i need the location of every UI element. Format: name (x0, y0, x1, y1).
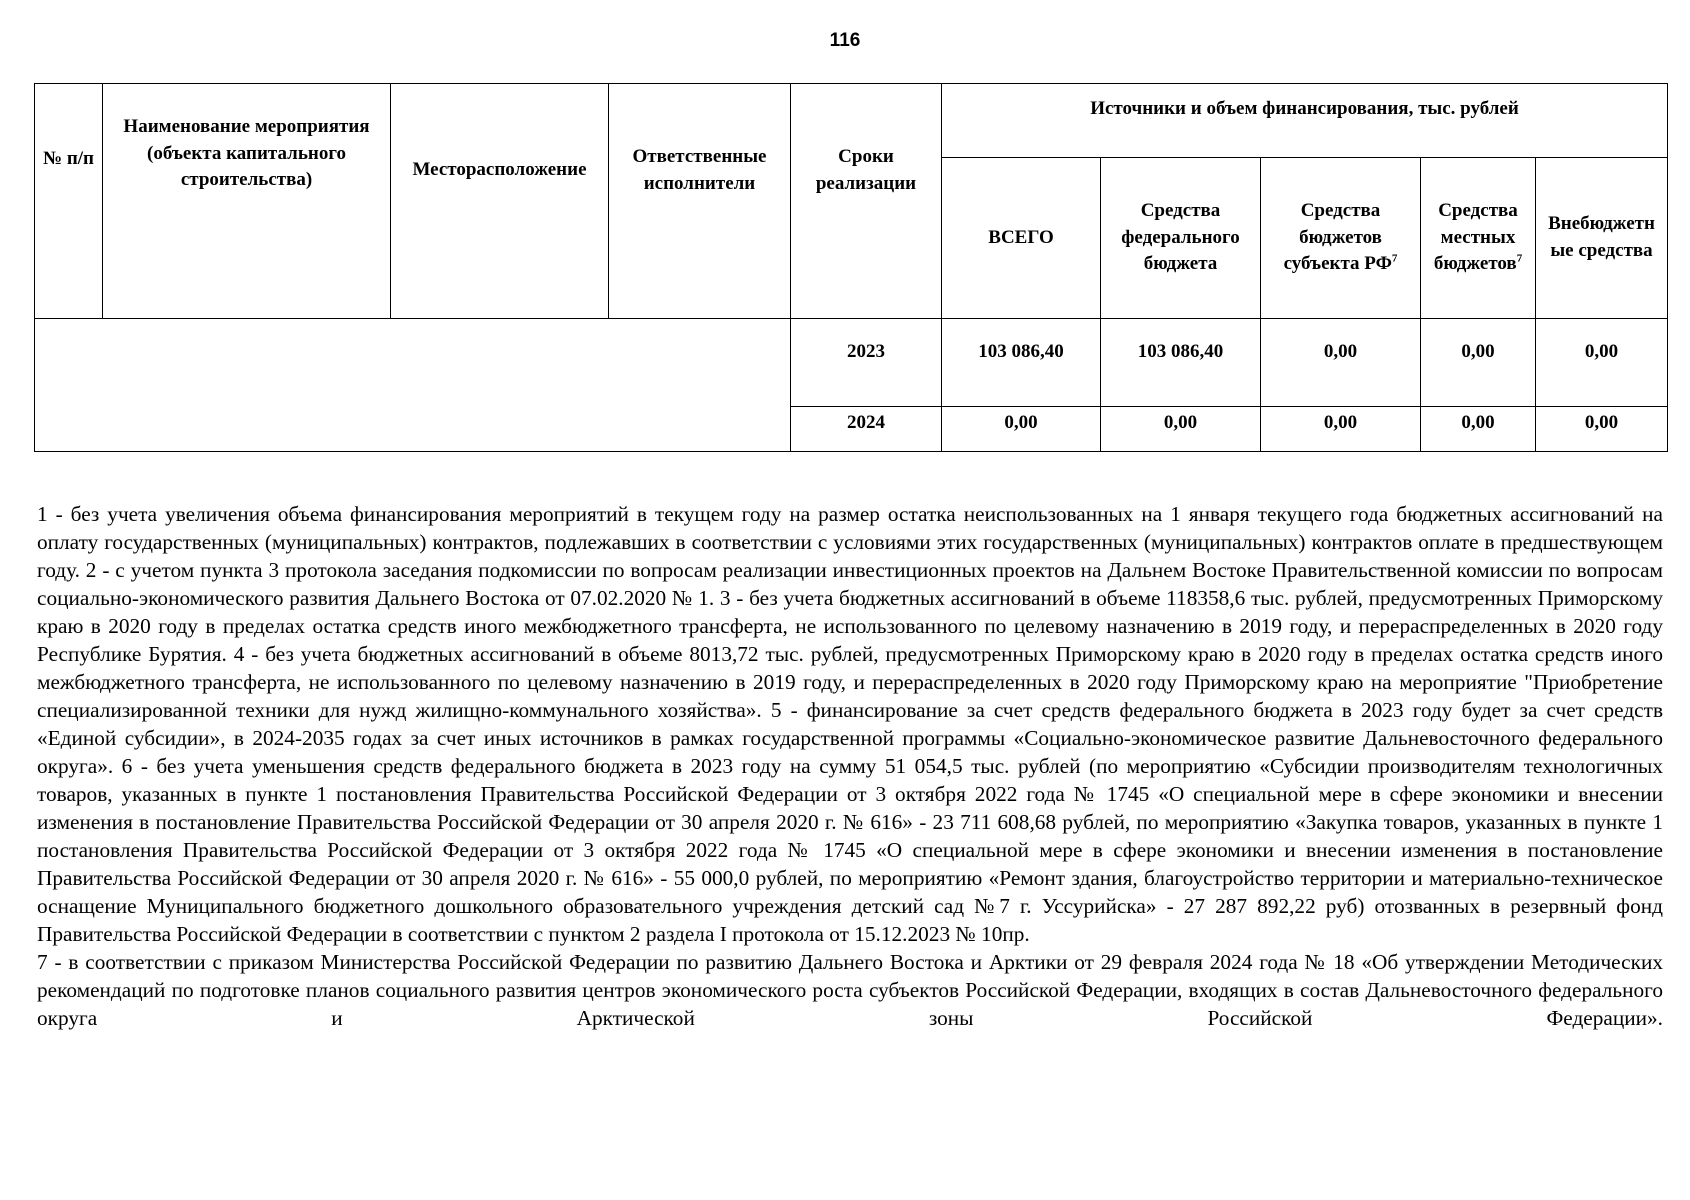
header-sources: Источники и объем финансирования, тыс. рублей (942, 84, 1668, 158)
cell-total: 0,00 (942, 407, 1101, 452)
cell-subject: 0,00 (1261, 319, 1421, 407)
page-number: 116 (829, 30, 861, 51)
header-local-label: Средства местных бюджетов (1433, 200, 1518, 275)
empty-merged-cell (35, 319, 791, 452)
cell-subject: 0,00 (1261, 407, 1421, 452)
footnote-paragraph-1: 1 - без учета увеличения объема финансирования мероприятий в текущем году на размер остатка неиспользованных на 1 января текущего года бюджетных ассигнований на оплату государственных (муниципальных) контрактов, подлежавших в соответствии с условиями этих государственных (муниципальных) контрактов оплате в предшествующем году. 2 - с учетом пункта 3 протокола заседания подкомиссии по вопросам реализации инвестиционных проектов на Дальнем Востоке Правительственной комиссии по вопросам социально-экономического развития Дальнего Востока от 07.02.2020 № 1. 3 - без учета бюджетных ассигнований в объеме 118358,6 тыс. рублей, предусмотренных Приморскому краю в 2020 году в пределах остатка средств иного межбюджетного трансферта, не использованного по целевому назначению в 2019 году, и перераспределенных в 2020 году Республике Бурятия. 4 - без учета бюджетных ассигнований в объеме 8013,72 тыс. рублей, предусмотренных Приморскому краю в 2020 году в пределах остатка средств иного межбюджетного трансферта, не использованного по целевому назначению в 2019 году, и перераспределенных в 2020 году Приморскому краю на мероприятие "Приобретение специализированной техники для нужд жилищно-коммунального хозяйства». 5 - финансирование за счет средств федерального бюджета в 2023 году будет за счет средств «Единой субсидии», в 2024-2035 годах за счет иных источников в рамках государственной программы «Социально-экономическое развитие Дальневосточного федерального округа». 6 - без учета уменьшения средств федерального бюджета в 2023 году на сумму 51 054,5 тыс. рублей (по мероприятию «Субсидии производителям технологичных товаров, указанных в пункте 1 постановления Правительства Российской Федерации от 3 октября 2022 года № 1745 «О специальной мере в сфере экономики и внесении изменения в постановление Правительства Российской Федерации от 30 апреля 2020 г. № 616» - 23 711 608,68 рублей, по мероприятию «Закупка товаров, указанных в пункте 1 постановления Правительства Российской Федерации от 3 октября 2022 года № 1745 «О специальной мере в сфере экономики и внесении изменения в постановление Правительства Российской Федерации от 30 апреля 2020 г. № 616» - 55 000,0 рублей, по мероприятию «Ремонт здания, благоустройство территории и материально-техническое оснащение Муниципального бюджетного дошкольного образовательного учреждения детский сад №7 г. Уссурийска» - 27 287 892,22 руб) отозванных в резервный фонд Правительства Российской Федерации в соответствии с пунктом 2 раздела I протокола от 15.12.2023 № 10пр. (37, 502, 1663, 946)
cell-total: 103 086,40 (942, 319, 1101, 407)
header-extra: Внебюджетн ые средства (1536, 158, 1668, 319)
financing-table (34, 83, 1668, 452)
cell-local: 0,00 (1421, 319, 1536, 407)
header-location: Месторасположение (391, 84, 609, 319)
header-local-footnote: 7 (1516, 252, 1523, 265)
header-terms: Сроки реализации (791, 84, 942, 319)
cell-federal: 0,00 (1101, 407, 1261, 452)
header-subject (1261, 158, 1421, 319)
header-federal: Средства федерального бюджета (1101, 158, 1261, 319)
cell-extra: 0,00 (1536, 319, 1668, 407)
cell-year: 2023 (791, 319, 942, 407)
header-executors: Ответственные исполнители (609, 84, 791, 319)
header-num: № п/п (35, 84, 103, 319)
cell-local: 0,00 (1421, 407, 1536, 452)
footnote-paragraph-7: 7 - в соответствии с приказом Министерства Российской Федерации по развитию Дальнего Востока и Арктики от 29 февраля 2024 года № 18 «Об утверждении Методических рекомендаций по подготовке планов социального развития центров экономического роста субъектов Российской Федерации, входящих в состав Дальневосточного федерального округа и Арктической зоны Российской Федерации». (37, 950, 1663, 1030)
cell-extra: 0,00 (1536, 407, 1668, 452)
header-subject-footnote: 7 (1391, 252, 1398, 265)
header-total: ВСЕГО (942, 158, 1101, 319)
header-name: Наименование мероприятия (объекта капитального строительства) (103, 84, 391, 319)
footnotes (37, 500, 1663, 1032)
header-local (1421, 158, 1536, 319)
cell-year: 2024 (791, 407, 942, 452)
table-row (35, 319, 1668, 407)
cell-federal: 103 086,40 (1101, 319, 1261, 407)
header-subject-label: Средства бюджетов субъекта РФ (1283, 200, 1392, 275)
